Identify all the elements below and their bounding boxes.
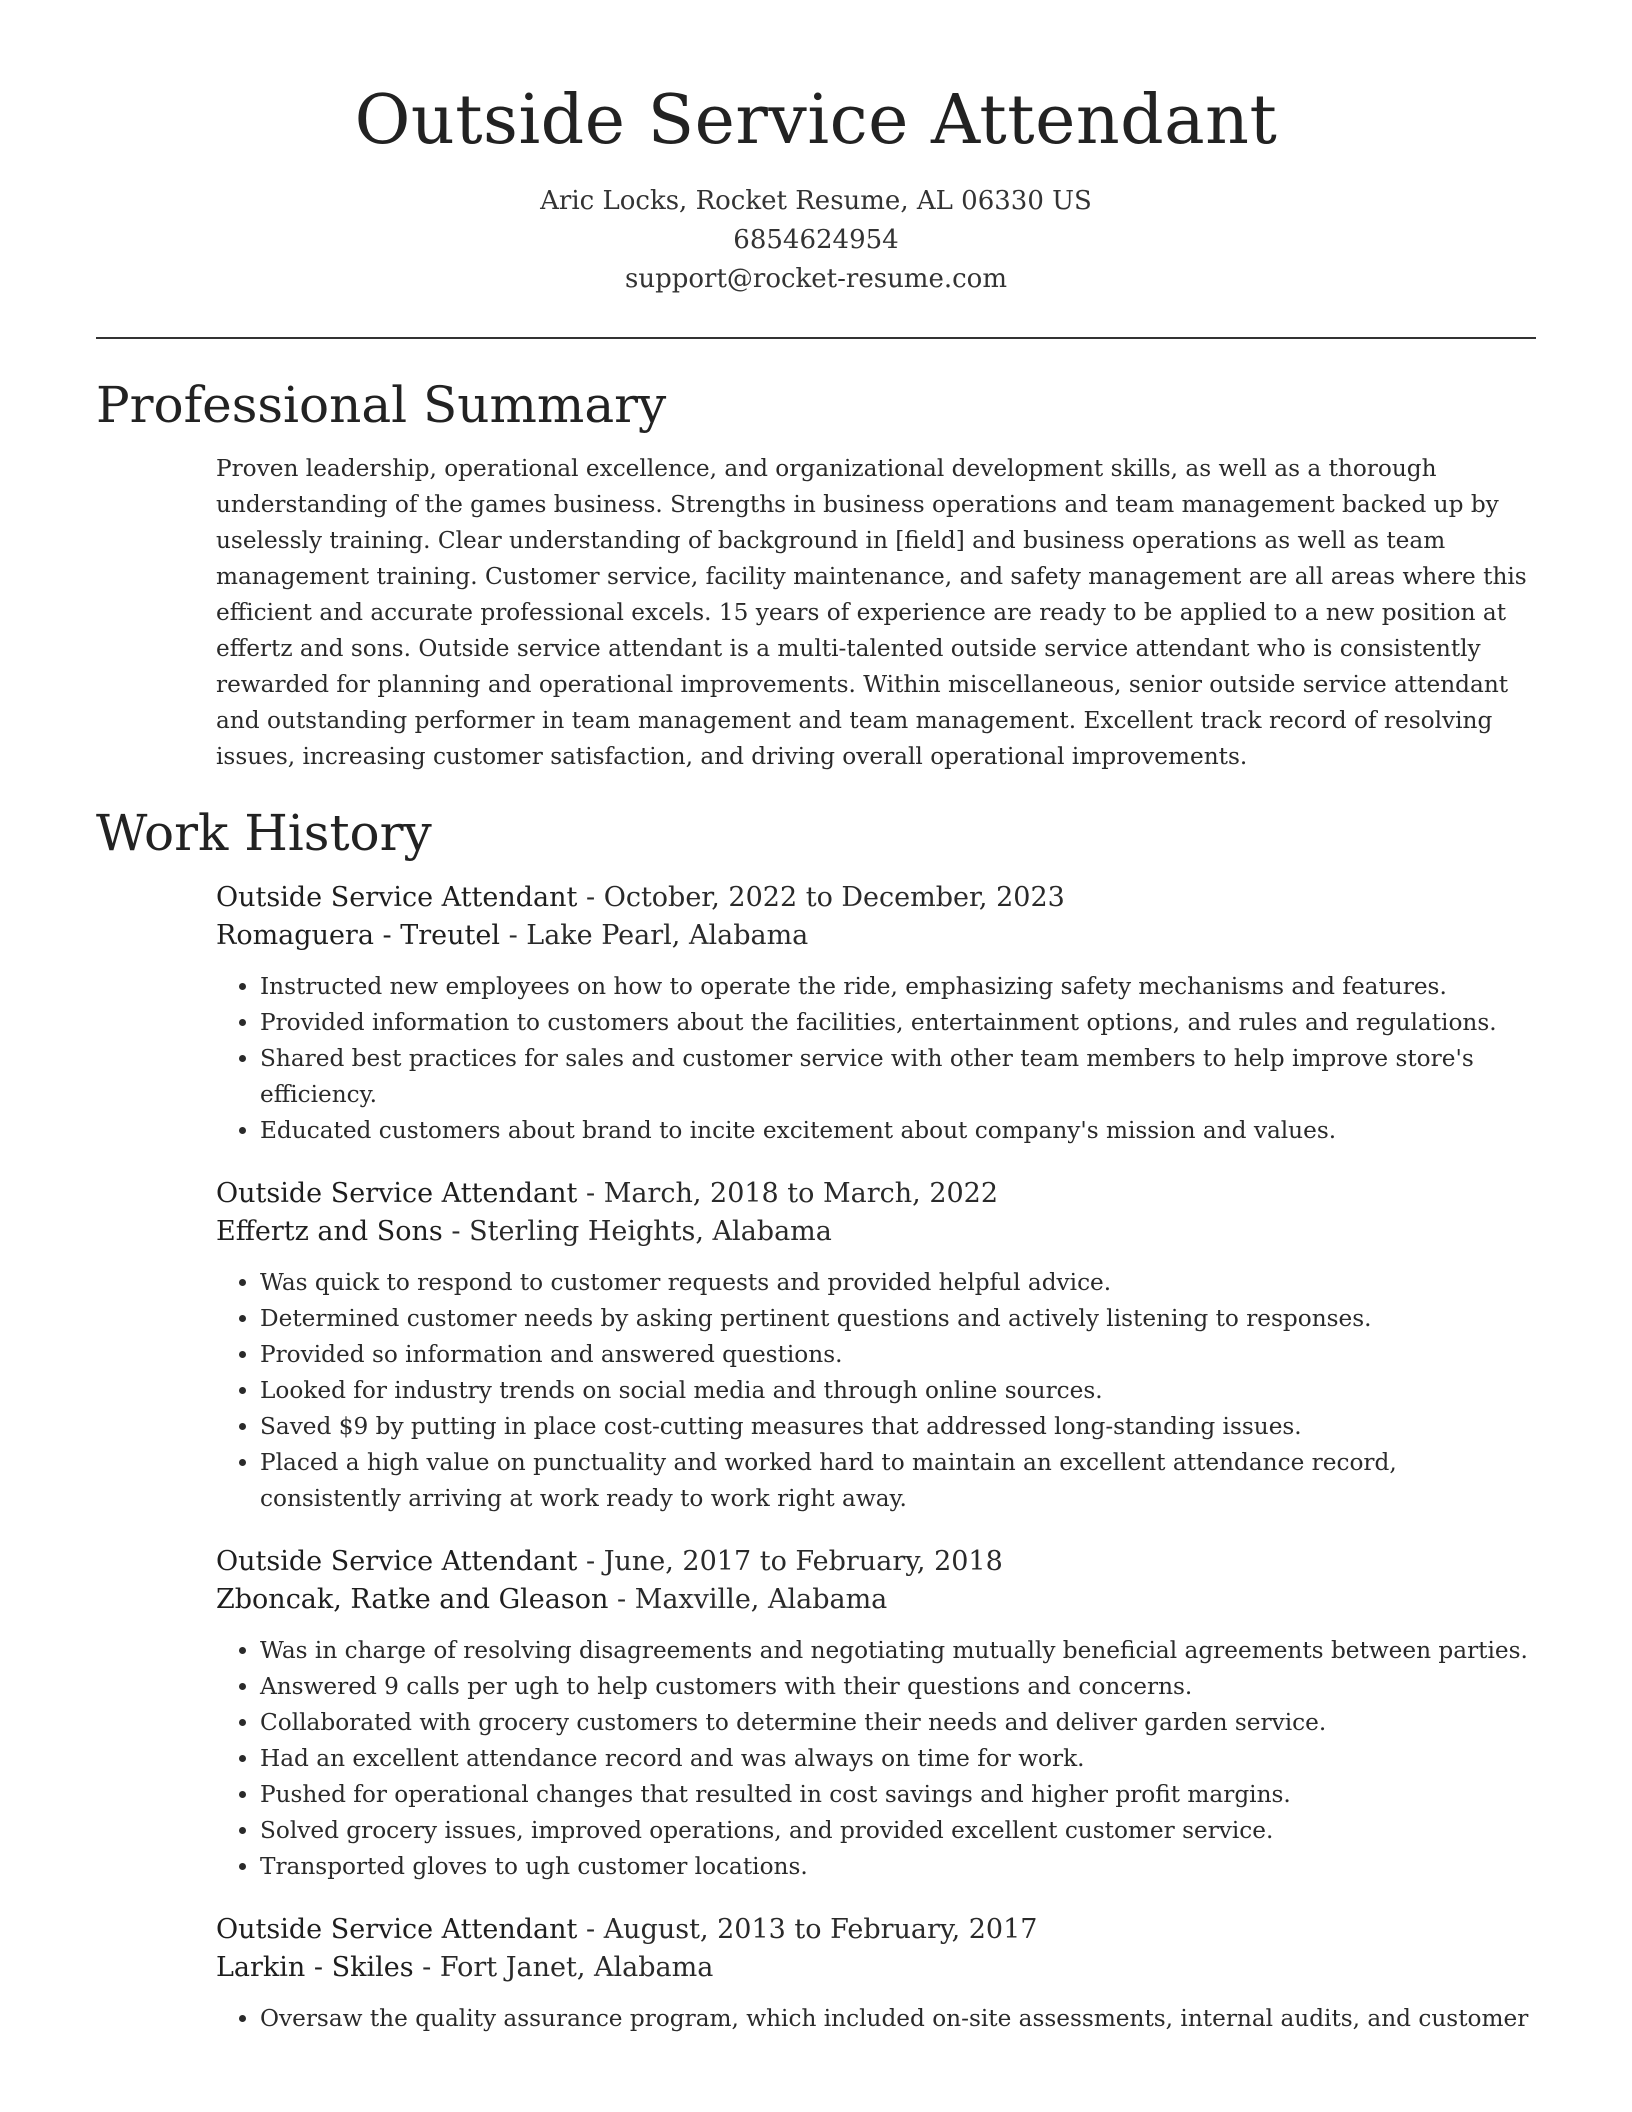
job-employer-line: [216, 1581, 1536, 1619]
summary-body: [96, 451, 1536, 775]
job-dates: June, 2017 to February, 2018: [603, 1545, 1003, 1577]
summary-paragraph: Proven leadership, operational excellence, and organizational development skills, as well as a thorough understanding of the games business. Strengths in business operations and team management backed up by uselessly training. Clear understanding of background in [field] and business operations as well as team management training. Customer service, facility maintenance, and safety management are all areas where this efficient and accurate professional excels. 15 years of experience are ready to be applied to a new position at effertz and sons. Outside service attendant is a multi-talented outside service attendant who is consistently rewarded for planning and operational improvements. Within miscellaneous, senior outside service attendant and outstanding performer in team management and team management. Excellent track record of resolving issues, increasing customer satisfaction, and driving overall operational improvements.: [216, 454, 1527, 770]
list-item: • Shared best practices for sales and customer service with other team members to help improve store's efficiency.: [260, 1041, 1536, 1113]
contact-phone: 6854624954: [733, 224, 899, 255]
job-company: Romaguera - Treutel: [216, 919, 500, 951]
job-title-line: [216, 1543, 1536, 1581]
job-dates: March, 2018 to March, 2022: [603, 1177, 999, 1209]
job-entry: [216, 879, 1536, 1149]
summary-heading: Professional Summary: [96, 375, 667, 434]
job-separator: -: [577, 881, 604, 913]
job-separator: -: [442, 1215, 470, 1247]
list-item: • Transported gloves to ugh customer locations.: [260, 1849, 1536, 1885]
list-item: • Was in charge of resolving disagreements and negotiating mutually beneficial agreements between parties.: [260, 1633, 1536, 1669]
job-separator: -: [577, 1545, 604, 1577]
job-location: Maxville, Alabama: [634, 1583, 888, 1615]
list-item: • Collaborated with grocery customers to determine their needs and deliver garden service.: [260, 1705, 1536, 1741]
resume-page: [96, 0, 1536, 2063]
list-item: • Provided information to customers about the facilities, entertainment options, and rules and regulations.: [260, 1005, 1536, 1041]
job-bullets: [216, 969, 1536, 1149]
job-employer-line: [216, 1213, 1536, 1251]
list-item: • Answered 9 calls per ugh to help customers with their questions and concerns.: [260, 1669, 1536, 1705]
list-item: • Educated customers about brand to incite excitement about company's mission and values.: [260, 1113, 1536, 1149]
list-item: • Determined customer needs by asking pertinent questions and actively listening to responses.: [260, 1301, 1536, 1337]
list-item: • Pushed for operational changes that resulted in cost savings and higher profit margins.: [260, 1777, 1536, 1813]
job-employer-line: [216, 1949, 1536, 1987]
list-item: • Had an excellent attendance record and was always on time for work.: [260, 1741, 1536, 1777]
list-item: • Solved grocery issues, improved operations, and provided excellent customer service.: [260, 1813, 1536, 1849]
job-separator: -: [608, 1583, 635, 1615]
header-divider: [96, 337, 1536, 339]
work-history-heading: Work History: [96, 803, 432, 862]
resume-header: [96, 0, 1536, 299]
list-item: • Provided so information and answered questions.: [260, 1337, 1536, 1373]
list-item: • Was quick to respond to customer requests and provided helpful advice.: [260, 1265, 1536, 1301]
job-separator: -: [413, 1951, 440, 1983]
list-item: • Looked for industry trends on social media and through online sources.: [260, 1373, 1536, 1409]
list-item: • Saved $9 by putting in place cost-cutting measures that addressed long-standing issues.: [260, 1409, 1536, 1445]
job-role: Outside Service Attendant: [216, 881, 578, 913]
work-history-list: [96, 879, 1536, 2037]
job-dates: October, 2022 to December, 2023: [603, 881, 1065, 913]
job-bullets: [216, 1633, 1536, 1885]
job-title-line: [216, 879, 1536, 917]
list-item: • Placed a high value on punctuality and worked hard to maintain an excellent attendance record, consistently arriving at work ready to work right away.: [260, 1445, 1536, 1517]
job-separator: -: [577, 1177, 604, 1209]
job-company: Effertz and Sons: [216, 1215, 443, 1247]
job-entry: [216, 1911, 1536, 2037]
job-employer-line: [216, 917, 1536, 955]
job-dates: August, 2013 to February, 2017: [603, 1913, 1038, 1945]
job-title-line: [216, 1911, 1536, 1949]
list-item: • Instructed new employees on how to operate the ride, emphasizing safety mechanisms and features.: [260, 969, 1536, 1005]
job-title-line: [216, 1175, 1536, 1213]
resume-name: Outside Service Attendant: [354, 81, 1278, 160]
list-item: • Oversaw the quality assurance program, which included on-site assessments, internal audits, and customer: [260, 2001, 1536, 2037]
summary-section: [96, 375, 1536, 775]
job-entry: [216, 1175, 1536, 1517]
job-location: Lake Pearl, Alabama: [526, 919, 809, 951]
job-company: Larkin - Skiles: [216, 1951, 414, 1983]
contact-address: Aric Locks, Rocket Resume, AL 06330 US: [540, 185, 1092, 216]
contact-email: support@rocket-resume.com: [624, 263, 1007, 294]
job-role: Outside Service Attendant: [216, 1177, 578, 1209]
work-history-section: [96, 803, 1536, 2037]
job-bullets: [216, 2001, 1536, 2037]
job-separator: -: [499, 919, 527, 951]
job-entry: [216, 1543, 1536, 1885]
job-location: Fort Janet, Alabama: [439, 1951, 714, 1983]
job-role: Outside Service Attendant: [216, 1913, 578, 1945]
job-bullets: [216, 1265, 1536, 1517]
job-separator: -: [577, 1913, 604, 1945]
job-location: Sterling Heights, Alabama: [469, 1215, 832, 1247]
job-company: Zboncak, Ratke and Gleason: [216, 1583, 609, 1615]
job-role: Outside Service Attendant: [216, 1545, 578, 1577]
